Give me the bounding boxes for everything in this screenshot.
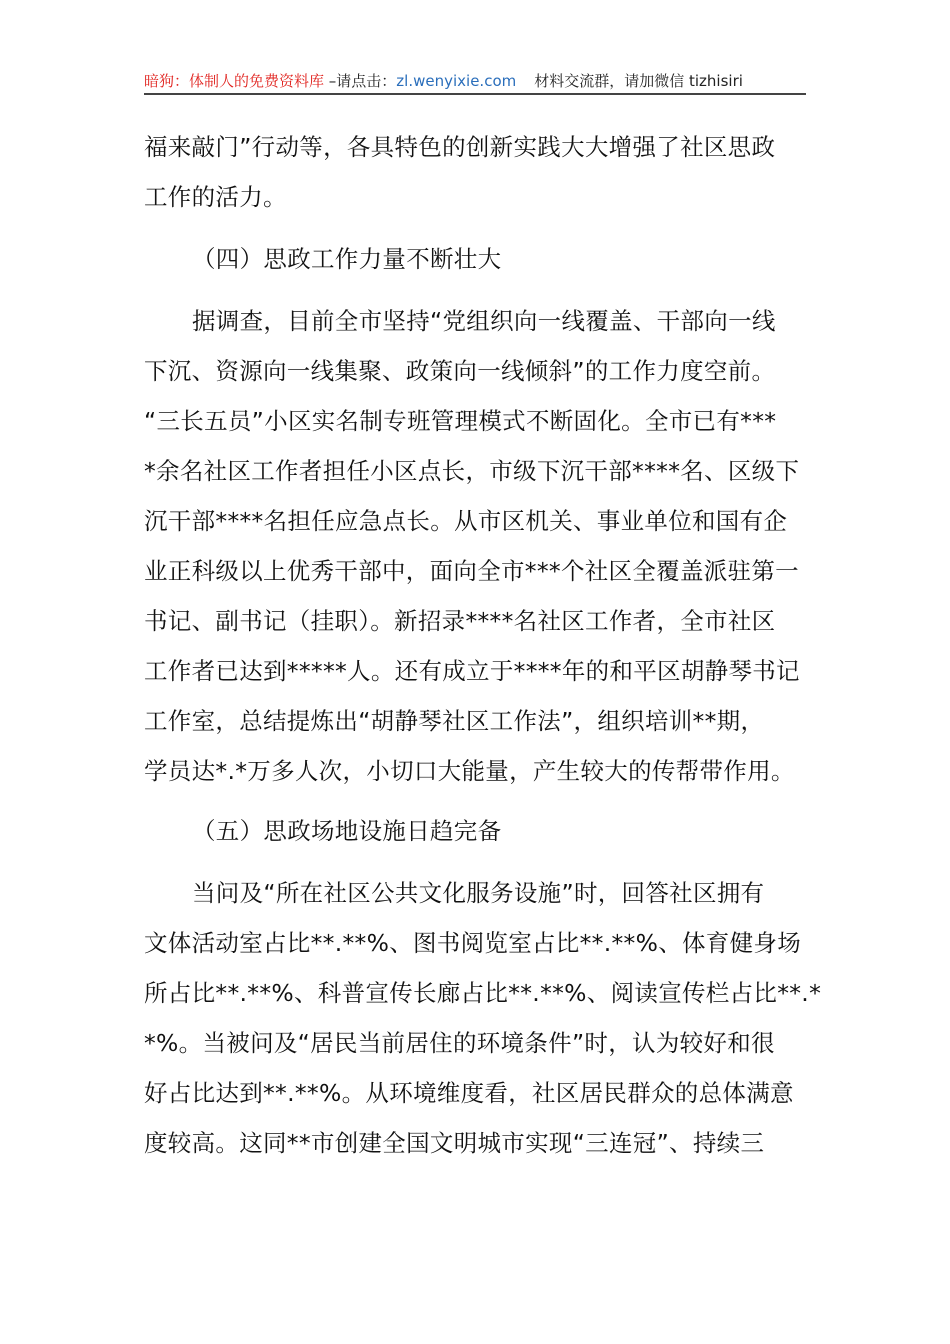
text-line: 福来敲门”行动等，各具特色的创新实践大大增强了社区思政 xyxy=(144,133,776,161)
text-line: 所占比**.**%、科普宣传长廊占比**.**%、阅读宣传栏占比**.* xyxy=(144,979,822,1007)
text-line: 据调查，目前全市坚持“党组织向一线覆盖、干部向一线 xyxy=(192,307,776,335)
click-prefix: –请点击： xyxy=(324,72,397,90)
section-heading: （五）思政场地设施日趋完备 xyxy=(192,817,502,845)
text-line: 工作室，总结提炼出“胡静琴社区工作法”，组织培训**期， xyxy=(144,707,765,735)
text-line: 业正科级以上优秀干部中，面向全市***个社区全覆盖派驻第一 xyxy=(144,557,799,585)
text-line: 下沉、资源向一线集聚、政策向一线倾斜”的工作力度空前。 xyxy=(144,357,776,385)
contact-text: 材料交流群，请加微信 tizhisiri xyxy=(534,72,743,90)
text-line: 文体活动室占比**.**%、图书阅览室占比**.**%、体育健身场 xyxy=(144,929,801,957)
header-divider xyxy=(144,93,806,95)
text-line: *余名社区工作者担任小区点长，市级下沉干部****名、区级下 xyxy=(144,457,800,485)
text-line: 工作的活力。 xyxy=(144,183,287,211)
page-header xyxy=(144,70,806,92)
brand-text: 暗狗：体制人的免费资料库 xyxy=(144,72,325,90)
text-line: 好占比达到**.**%。从环境维度看，社区居民群众的总体满意 xyxy=(144,1079,794,1107)
text-line: 书记、副书记（挂职）。新招录****名社区工作者，全市社区 xyxy=(144,607,776,635)
website-link[interactable]: zl.wenyixie.com xyxy=(396,72,517,90)
text-line: 工作者已达到*****人。还有成立于****年的和平区胡静琴书记 xyxy=(144,657,800,685)
text-line: *%。当被问及“居民当前居住的环境条件”时，认为较好和很 xyxy=(144,1029,775,1057)
text-line: 学员达*.*万多人次，小切口大能量，产生较大的传帮带作用。 xyxy=(144,757,795,785)
section-heading: （四）思政工作力量不断壮大 xyxy=(192,245,502,273)
text-line: 当问及“所在社区公共文化服务设施”时，回答社区拥有 xyxy=(192,879,765,907)
text-line: 沉干部****名担任应急点长。从市区机关、事业单位和国有企 xyxy=(144,507,788,535)
text-line: 度较高。这同**市创建全国文明城市实现“三连冠”、持续三 xyxy=(144,1129,765,1157)
text-line: “三长五员”小区实名制专班管理模式不断固化。全市已有*** xyxy=(144,407,777,435)
